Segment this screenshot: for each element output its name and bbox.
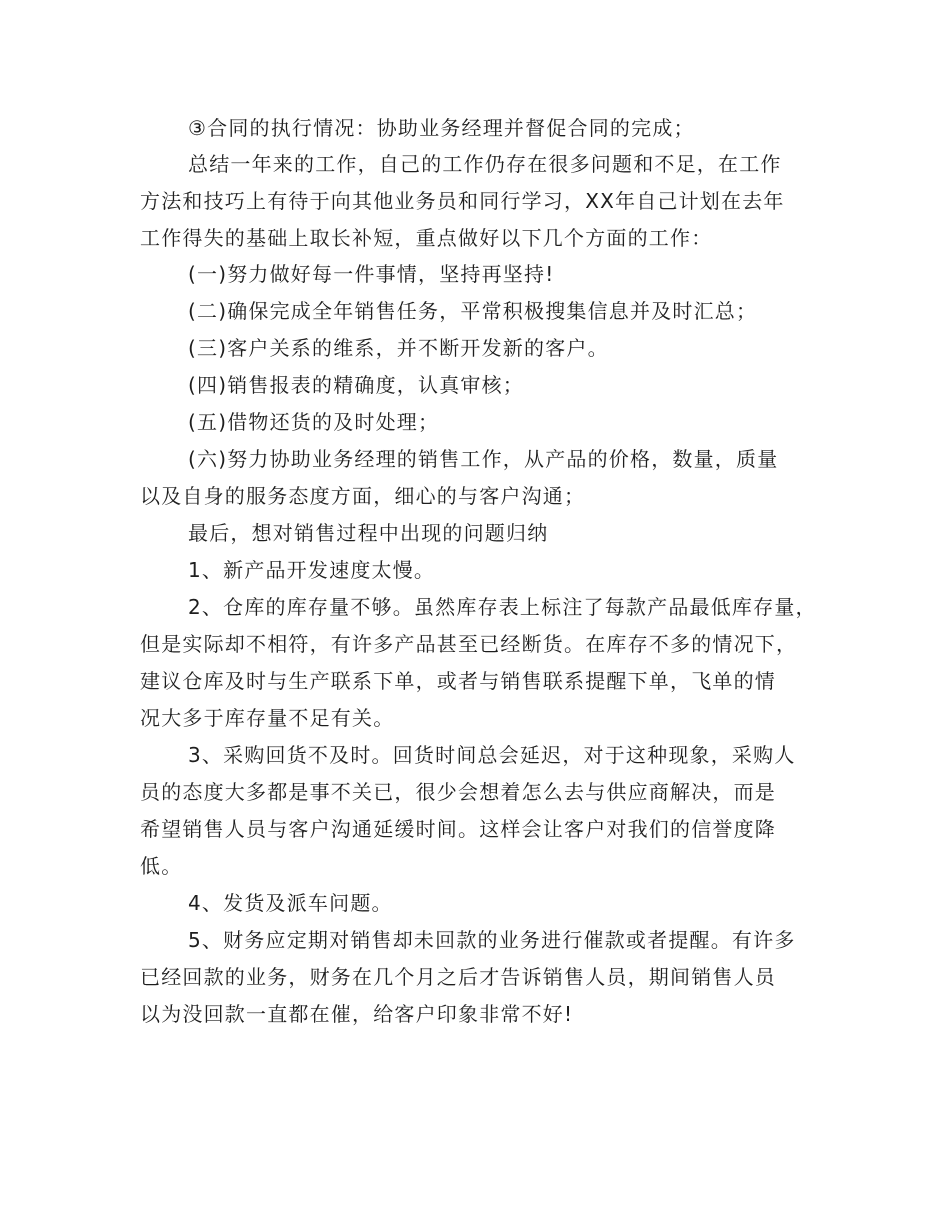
list-item-3: (三)客户关系的维系，并不断开发新的客户。 [188,336,609,360]
issue-item-1: 1、新产品开发速度太慢。 [188,558,436,582]
text-line: 况大多于库存量不足有关。 [140,706,395,730]
text-line: 建议仓库及时与生产联系下单，或者与销售联系提醒下单，飞单的情 [140,669,776,693]
list-item-2: (二)确保完成全年销售任务，平常积极搜集信息并及时汇总； [188,299,758,323]
text-line: 已经回款的业务，财务在几个月之后才告诉销售人员，期间销售人员 [140,965,776,989]
paragraph-summary-line: 总结一年来的工作，自己的工作仍存在很多问题和不足，在工作 [188,152,782,176]
issue-item-3: 3、采购回货不及时。回货时间总会延迟，对于这种现象，采购人 [188,743,796,767]
text-line: 工作得失的基础上取长补短，重点做好以下几个方面的工作： [140,226,713,250]
list-item-5: (五)借物还货的及时处理； [188,410,440,434]
issue-item-4: 4、发货及派车问题。 [188,891,393,915]
text-line: 但是实际却不相符，有许多产品甚至已经断货。在库存不多的情况下， [140,632,798,656]
list-item-1: (一)努力做好每一件事情，坚持再坚持! [188,262,555,286]
issue-item-5: 5、财务应定期对销售却未回款的业务进行催款或者提醒。有许多 [188,928,796,952]
text-line: 以为没回款一直都在催，给客户印象非常不好! [140,1002,574,1026]
text-line: 希望销售人员与客户沟通延缓时间。这样会让客户对我们的信誉度降 [140,817,776,841]
paragraph-issues-intro: 最后，想对销售过程中出现的问题归纳 [188,521,549,545]
text-line: 低。 [140,854,183,878]
text-line: 方法和技巧上有待于向其他业务员和同行学习，XX年自己计划在去年 [140,189,785,213]
list-item-6: (六)努力协助业务经理的销售工作，从产品的价格，数量，质量 [188,447,779,471]
text-line: ③合同的执行情况：协助业务经理并督促合同的完成； [188,116,695,140]
text-line: 员的态度大多都是事不关已，很少会想着怎么去与供应商解决，而是 [140,780,776,804]
text-line: 以及自身的服务态度方面，细心的与客户沟通； [140,484,586,508]
issue-item-2: 2、仓库的库存量不够。虽然库存表上标注了每款产品最低库存量， [188,595,817,619]
list-item-4: (四)销售报表的精确度，认真审核； [188,373,525,397]
